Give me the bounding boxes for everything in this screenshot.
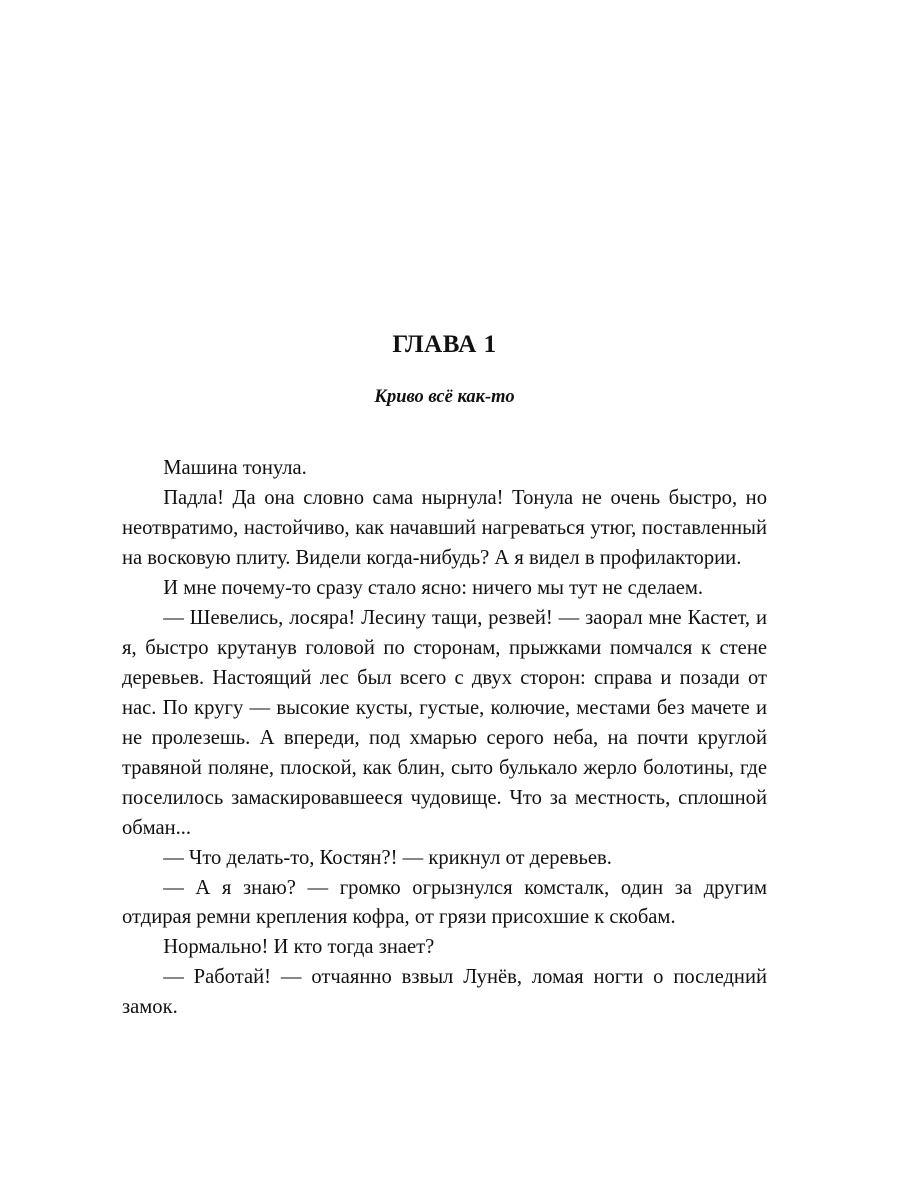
paragraph: И мне почему-то сразу стало ясно: ничего мы тут не сделаем. <box>163 577 704 599</box>
body-text <box>122 454 767 1023</box>
chapter-title: ГЛАВА 1 <box>392 331 497 358</box>
paragraph: Падла! Да она словно сама нырнула! Тонула не очень быстро, но неотвратимо, настойчиво, как начавший нагреваться утюг, поставленный на восковую плиту. Видели когда-нибудь? А я видел в профилактории. <box>122 487 767 570</box>
paragraph: — А я знаю? — громко огрызнулся комсталк, один за другим отдирая ремни крепления кофра, от грязи присохшие к скобам. <box>122 876 767 929</box>
paragraph: Нормально! И кто тогда знает? <box>163 936 435 959</box>
paragraph: — Работай! — отчаянно взвыл Лунёв, ломая ногти о последний замок. <box>122 966 767 1019</box>
page-content <box>122 330 767 1023</box>
paragraph: — Шевелись, лосяра! Лесину тащи, резвей! — заорал мне Кастет, и я, быстро крутанув головой по сторонам, прыжками помчался к стене деревьев. Настоящий лес был всего с двух сторон: справа и позади от нас. По кругу — высокие кусты, густые, колючие, местами без мачете и не пролезешь. А впереди, под хмарью серого неба, на почти круглой травяной поляне, плоской, как блин, сыто булькало жерло болотины, где поселилось замаскировавшееся чудовище. Что за местность, сплошной обман... <box>122 606 767 839</box>
chapter-subtitle: Криво всё как-то <box>374 387 515 407</box>
paragraph: — Что делать-то, Костян?! — крикнул от деревьев. <box>163 846 612 869</box>
paragraph: Машина тонула. <box>163 457 307 480</box>
